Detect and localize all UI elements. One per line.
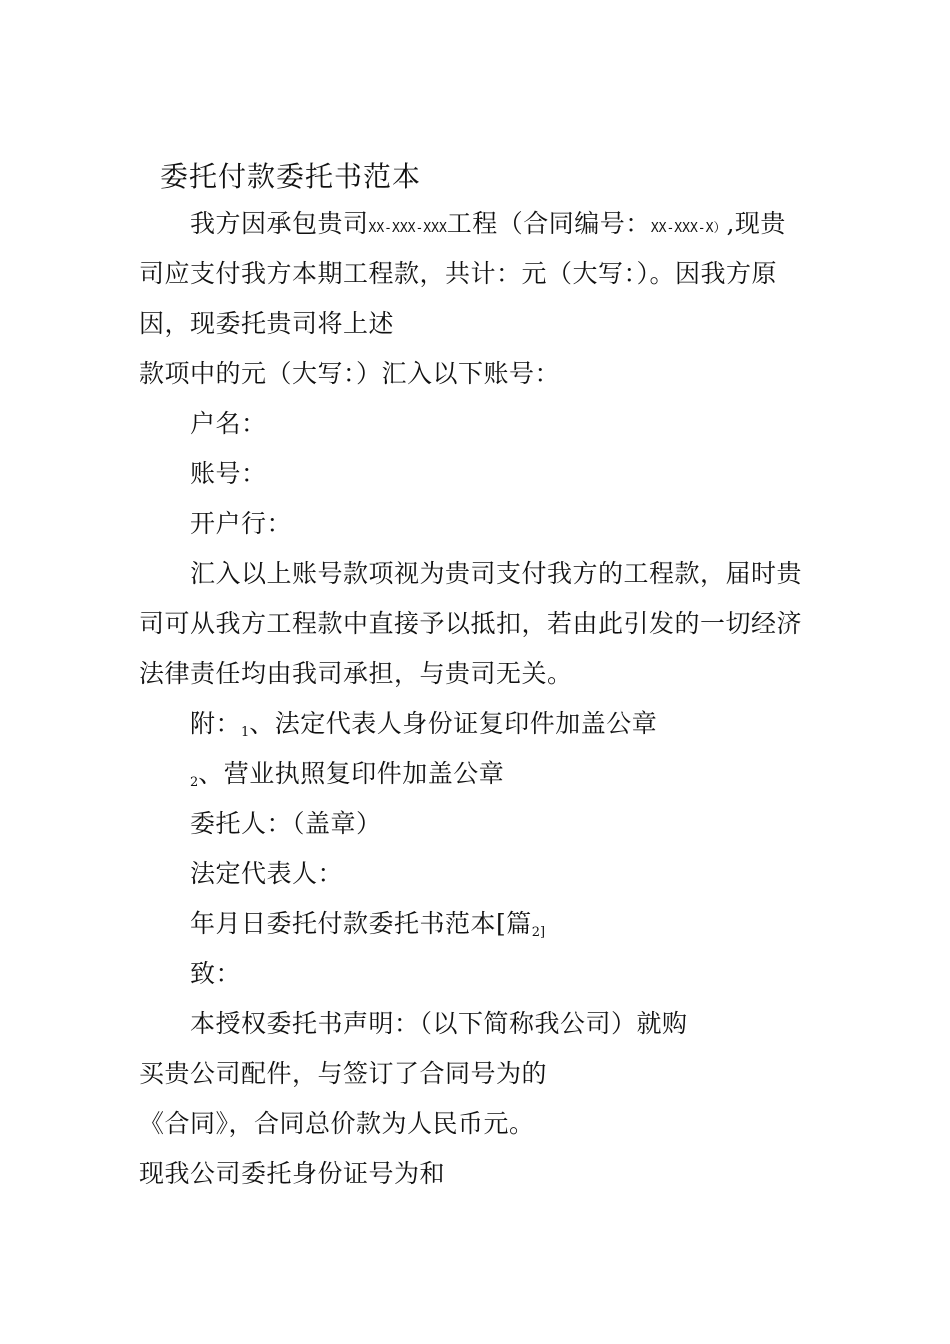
paragraph1-line2: 司应支付我方本期工程款，共计：元（大写：）。因我方原 [139,259,778,288]
text-segment: 工程（合同编号： [446,209,651,238]
attachment-number: 1 [241,725,250,740]
section2-line4: 现我公司委托身份证号为和 [139,1159,446,1188]
account-number-label: 账号： [190,459,267,488]
section2-line3: 《合同》，合同总价款为人民币元。 [139,1109,535,1138]
attachment-prefix: 附： [190,709,242,738]
document-title: 委托付款委托书范本 [160,160,422,193]
attachment-text: 、营业执照复印件加盖公章 [198,759,505,788]
paragraph1-line1 [190,209,786,244]
legal-representative-line: 法定代表人： [190,859,344,888]
paragraph2-line2: 司可从我方工程款中直接予以抵扣，若由此引发的一切经济 [139,609,803,638]
attachment-item-2 [190,759,504,798]
section2-line1: 本授权委托书声明：（以下简称我公司）就购 [190,1009,688,1038]
section2-heading [190,909,545,948]
paragraph1-line4: 款项中的元（大写：）汇入以下账号： [139,359,561,388]
paragraph2-line3: 法律责任均由我司承担，与贵司无关。 [139,659,573,688]
principal-seal-line: 委托人：（盖章） [190,809,382,838]
attachment-number: 2 [190,775,199,790]
paragraph1-line3: 因，现委托贵司将上述 [139,309,395,338]
section2-heading-number: 2] [531,925,546,940]
account-bank-label: 开户行： [190,509,293,538]
section2-line2: 买贵公司配件，与签订了合同号为的 [139,1059,548,1088]
section2-heading-text: 年月日委托付款委托书范本[篇 [190,909,532,938]
account-name-label: 户名： [190,409,267,438]
attachment-text: 、法定代表人身份证复印件加盖公章 [249,709,658,738]
project-code: XX-XXX-XXX [368,221,447,236]
paragraph2-line1: 汇入以上账号款项视为贵司支付我方的工程款，届时贵 [190,559,803,588]
attachment-item-1 [190,709,657,748]
addressee-line: 致： [190,959,242,988]
text-segment: ,现贵 [726,209,786,238]
contract-number: XX-XXX-X） [650,221,727,236]
text-segment: 我方因承包贵司 [190,209,369,238]
